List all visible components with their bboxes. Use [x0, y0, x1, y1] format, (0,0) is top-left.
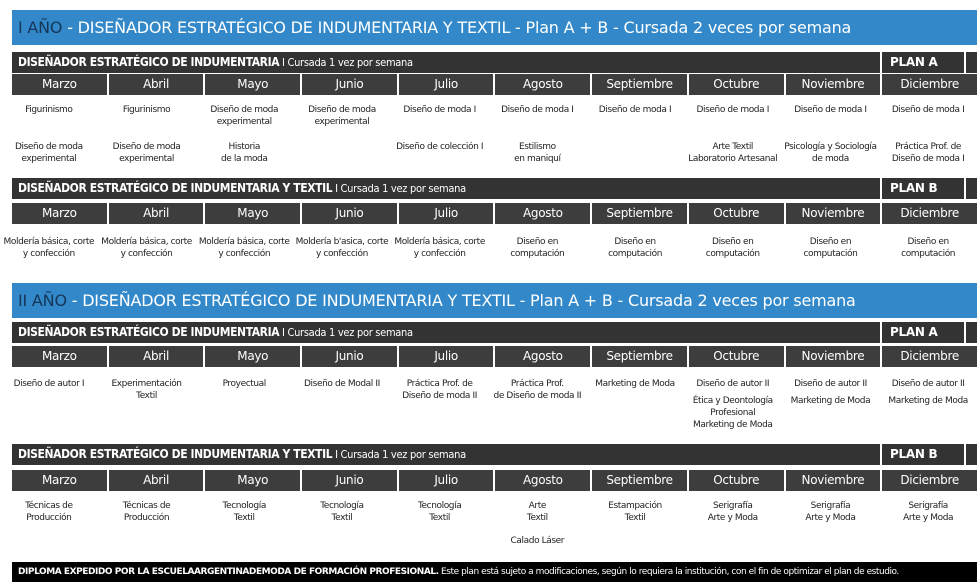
course-cell	[586, 500, 684, 524]
y2-plan-a-months	[12, 346, 977, 367]
month-header: Julio	[399, 346, 494, 367]
course-line: Serigrafía	[810, 501, 851, 511]
course-cell	[0, 236, 98, 260]
month-header: Julio	[399, 74, 494, 95]
course-line: Experimentación	[111, 379, 182, 389]
course-cell	[586, 104, 684, 128]
month-header: Noviembre	[786, 203, 881, 224]
course-line: computación	[510, 249, 565, 259]
footer-rest: Este plan está sujeto a modificaciones, según lo requiera la institución, con el fin de optimizar el plan de estudio.	[438, 567, 899, 577]
course-line: Diseño de moda I	[891, 105, 965, 115]
y2-plan-b-name: DISEÑADOR ESTRATÉGICO DE INDUMENTARIA Y TEXTIL	[18, 447, 333, 461]
course-cell	[586, 535, 684, 547]
month-header: Noviembre	[786, 346, 881, 367]
course-cell	[488, 500, 586, 524]
course-line: experimental	[119, 154, 174, 164]
year-1-title: - DISEÑADOR ESTRATÉGICO DE INDUMENTARIA Y TEXTIL - Plan A + B - Cursada 2 veces por semana	[62, 18, 852, 37]
course-line: Tecnología	[222, 501, 266, 511]
course-line: Textil	[526, 513, 548, 523]
course-cell	[684, 500, 782, 524]
course-cell	[195, 104, 293, 128]
course-line: en maniquí	[514, 154, 561, 164]
course-line: Textil	[624, 513, 646, 523]
course-line: Diseño de moda I	[794, 105, 867, 115]
course-cell	[488, 535, 586, 547]
course-line: Marketing de Moda	[595, 379, 675, 389]
month-header: Octubre	[689, 346, 784, 367]
year-1-banner	[12, 10, 977, 45]
course-line: Marketing de Moda	[888, 396, 968, 406]
course-line: Arte y Moda	[903, 513, 954, 523]
course-cell	[782, 141, 880, 165]
course-line: Diseño de moda	[210, 105, 279, 115]
course-cell	[293, 500, 391, 524]
course-line: Diseño de autor II	[794, 379, 867, 389]
course-cell	[488, 104, 586, 128]
month-header: Octubre	[689, 74, 784, 95]
course-cell	[879, 141, 977, 165]
course-line: Historia	[228, 142, 260, 152]
month-header: Agosto	[495, 203, 590, 224]
course-cell	[293, 395, 391, 431]
course-cell	[391, 500, 489, 524]
course-line: y confección	[22, 249, 75, 259]
course-cell	[195, 535, 293, 547]
course-line: Arte Textil	[712, 142, 754, 152]
course-line: Diseño de moda I	[403, 105, 476, 115]
course-line: Técnicas de	[25, 501, 73, 511]
course-line: Calado Láser	[510, 536, 565, 546]
course-cell	[391, 104, 489, 128]
month-header: Mayo	[205, 74, 300, 95]
month-header: Junio	[302, 470, 397, 491]
course-cell	[586, 141, 684, 165]
y2-plan-b-header	[12, 444, 977, 465]
course-line: computación	[901, 249, 956, 259]
month-header: Marzo	[12, 470, 107, 491]
course-line: Profesional	[710, 408, 756, 418]
year-2-title: - DISEÑADOR ESTRATÉGICO DE INDUMENTARIA Y TEXTIL - Plan A + B - Cursada 2 veces por semana	[66, 291, 856, 310]
course-cell	[782, 535, 880, 547]
course-cell	[98, 535, 196, 547]
course-line: Práctica Prof.	[510, 379, 564, 389]
course-cell	[391, 236, 489, 260]
course-cell	[98, 236, 196, 260]
course-cell	[684, 141, 782, 165]
course-line: Arte	[528, 501, 546, 511]
course-line: Diseño en	[516, 237, 559, 247]
month-header: Septiembre	[592, 470, 687, 491]
course-line: Diseño de moda	[14, 142, 83, 152]
course-line: Diseño en	[907, 237, 949, 247]
month-header: Agosto	[495, 74, 590, 95]
course-line: Laboratorio Artesanal	[688, 154, 778, 164]
course-cell	[879, 500, 977, 524]
course-cell	[391, 141, 489, 165]
course-cell	[684, 104, 782, 128]
course-line: Textil	[429, 513, 451, 523]
course-line: experimental	[216, 117, 272, 127]
course-line: Producción	[26, 513, 72, 523]
course-line: de Diseño de moda II	[493, 391, 582, 401]
course-line: Moldería b'asica, corte	[295, 237, 389, 247]
course-line: Arte y Moda	[805, 513, 856, 523]
y1-plan-b-label: PLAN B	[880, 178, 966, 199]
course-line: Diseño de autor I	[13, 379, 85, 389]
y1-plan-b-row1	[0, 236, 977, 260]
course-line: de la moda	[220, 154, 268, 164]
month-header: Diciembre	[882, 203, 977, 224]
course-cell	[488, 141, 586, 165]
month-header: Septiembre	[592, 346, 687, 367]
course-line: Producción	[123, 513, 170, 523]
month-header: Octubre	[689, 470, 784, 491]
course-line: Diseño de autor II	[696, 379, 770, 389]
y1-plan-a-months	[12, 74, 977, 95]
footer-bold: DIPLOMA EXPEDIDO POR LA ESCUELAARGENTINADEMODA DE FORMACIÓN PROFESIONAL.	[18, 567, 439, 577]
month-header: Diciembre	[882, 470, 977, 491]
y1-plan-a-freq: I Cursada 1 vez por semana	[279, 56, 413, 69]
course-line: Moldería básica, corte	[394, 237, 485, 247]
month-header: Marzo	[12, 203, 107, 224]
y1-plan-b-freq: I Cursada 1 vez por semana	[332, 182, 466, 195]
y2-plan-b-months	[12, 470, 977, 491]
course-cell	[488, 236, 586, 260]
year-2-label: II AÑO	[18, 291, 67, 310]
course-line: Serigrafía	[908, 501, 948, 511]
footer-note	[12, 562, 977, 582]
course-line: Diseño de moda I	[501, 105, 574, 115]
course-cell	[98, 104, 196, 128]
month-header: Marzo	[12, 346, 107, 367]
y2-plan-b-freq: I Cursada 1 vez por semana	[332, 448, 466, 461]
month-header: Abril	[109, 346, 204, 367]
y2-plan-b-row2	[0, 535, 977, 547]
course-line: Diseño en	[712, 237, 754, 247]
y1-plan-b-header	[12, 178, 977, 199]
course-cell	[293, 104, 391, 128]
course-cell	[879, 104, 977, 128]
course-line: Textil	[331, 513, 353, 523]
course-line: Moldería básica, corte	[101, 237, 192, 247]
course-line: Moldería básica, corte	[198, 237, 290, 247]
course-cell	[879, 395, 977, 431]
course-line: Diseño en	[614, 237, 656, 247]
left-margin	[0, 0, 12, 584]
course-line: computación	[608, 249, 663, 259]
course-line: Diseño de moda	[308, 105, 376, 115]
course-cell	[586, 395, 684, 431]
course-line: Moldería básica, corte	[3, 237, 95, 247]
course-line: Diseño de autor II	[891, 379, 965, 389]
y2-plan-a-label: PLAN A	[880, 322, 966, 343]
course-line: y confección	[218, 249, 271, 259]
course-line: Diseño de colección I	[396, 142, 484, 152]
month-header: Mayo	[205, 470, 300, 491]
course-cell	[293, 236, 391, 260]
month-header: Agosto	[495, 346, 590, 367]
course-line: Diseño de moda I	[696, 105, 769, 115]
month-header: Julio	[399, 203, 494, 224]
month-header: Mayo	[205, 203, 300, 224]
course-line: Arte y Moda	[707, 513, 758, 523]
y1-plan-a-row1	[0, 104, 977, 128]
course-line: y confección	[120, 249, 173, 259]
course-line: Ética y Deontología	[692, 396, 773, 406]
course-line: Serigrafía	[712, 501, 753, 511]
course-cell	[782, 104, 880, 128]
y1-plan-a-label: PLAN A	[880, 52, 966, 73]
month-header: Septiembre	[592, 203, 687, 224]
course-line: computación	[803, 249, 858, 259]
y2-plan-a-row2	[0, 395, 977, 431]
y1-plan-a-header	[12, 52, 977, 73]
course-cell	[391, 395, 489, 431]
course-cell	[879, 236, 977, 260]
course-cell	[195, 141, 293, 165]
month-header: Abril	[109, 470, 204, 491]
course-line: Técnicas de	[122, 501, 171, 511]
course-line: y confección	[413, 249, 466, 259]
course-cell	[0, 535, 98, 547]
course-line: Figurinismo	[122, 105, 171, 115]
month-header: Septiembre	[592, 74, 687, 95]
month-header: Diciembre	[882, 346, 977, 367]
course-cell	[879, 535, 977, 547]
month-header: Junio	[302, 203, 397, 224]
month-header: Abril	[109, 203, 204, 224]
course-line: Figurinismo	[25, 105, 73, 115]
course-line: Tecnología	[320, 501, 364, 511]
course-line: experimental	[314, 117, 370, 127]
y2-plan-b-label: PLAN B	[880, 444, 966, 465]
course-line: Textil	[233, 513, 255, 523]
course-cell	[488, 395, 586, 431]
year-1-label: I AÑO	[18, 18, 63, 37]
course-cell	[195, 500, 293, 524]
y2-plan-a-header	[12, 322, 977, 343]
month-header: Diciembre	[882, 74, 977, 95]
course-cell	[684, 535, 782, 547]
course-line: Diseño en	[809, 237, 852, 247]
course-line: Proyectual	[222, 379, 266, 389]
course-line: Estampación	[608, 501, 662, 511]
y2-plan-b-row1	[0, 500, 977, 524]
course-cell	[293, 535, 391, 547]
y1-plan-a-row2	[0, 141, 977, 165]
y2-plan-a-freq: I Cursada 1 vez por semana	[279, 326, 413, 339]
course-cell	[0, 500, 98, 524]
course-line: Marketing de Moda	[790, 396, 871, 406]
course-cell	[684, 236, 782, 260]
course-line: Práctica Prof. de	[895, 142, 962, 152]
course-line: de moda	[812, 154, 849, 164]
course-line: Práctica Prof. de	[406, 379, 473, 389]
course-line: Textil	[136, 391, 157, 401]
course-line: Diseño de moda I	[891, 154, 965, 164]
course-line: experimental	[21, 154, 77, 164]
course-cell	[782, 500, 880, 524]
month-header: Junio	[302, 346, 397, 367]
course-cell	[0, 395, 98, 431]
course-line: computación	[705, 249, 760, 259]
course-cell	[782, 236, 880, 260]
course-cell	[98, 141, 196, 165]
month-header: Octubre	[689, 203, 784, 224]
course-cell	[98, 500, 196, 524]
month-header: Mayo	[205, 346, 300, 367]
course-line: Diseño de moda II	[402, 391, 477, 401]
course-cell	[195, 236, 293, 260]
course-cell	[782, 395, 880, 431]
course-line: Diseño de moda I	[598, 105, 672, 115]
course-line: Diseño de Modal II	[304, 379, 380, 389]
course-cell	[98, 395, 196, 431]
y1-plan-b-name: DISEÑADOR ESTRATÉGICO DE INDUMENTARIA Y TEXTIL	[18, 181, 333, 195]
course-cell	[391, 535, 489, 547]
month-header: Marzo	[12, 74, 107, 95]
year-2-banner	[12, 283, 977, 318]
course-cell	[195, 395, 293, 431]
course-line: Tecnología	[417, 501, 462, 511]
month-header: Junio	[302, 74, 397, 95]
course-cell	[0, 104, 98, 128]
course-cell	[684, 395, 782, 431]
course-line: Estilismo	[518, 142, 556, 152]
y1-plan-b-months	[12, 203, 977, 224]
y2-plan-a-name: DISEÑADOR ESTRATÉGICO DE INDUMENTARIA	[18, 325, 280, 339]
course-cell	[586, 236, 684, 260]
y1-plan-a-name: DISEÑADOR ESTRATÉGICO DE INDUMENTARIA	[18, 55, 280, 69]
course-line: y confección	[316, 249, 368, 259]
course-line: Marketing de Moda	[692, 420, 773, 430]
course-cell	[293, 141, 391, 165]
course-cell	[0, 141, 98, 165]
month-header: Noviembre	[786, 74, 881, 95]
month-header: Julio	[399, 470, 494, 491]
course-line: Diseño de moda	[112, 142, 181, 152]
month-header: Agosto	[495, 470, 590, 491]
month-header: Noviembre	[786, 470, 881, 491]
course-line: Psicología y Sociología	[784, 142, 877, 152]
month-header: Abril	[109, 74, 204, 95]
